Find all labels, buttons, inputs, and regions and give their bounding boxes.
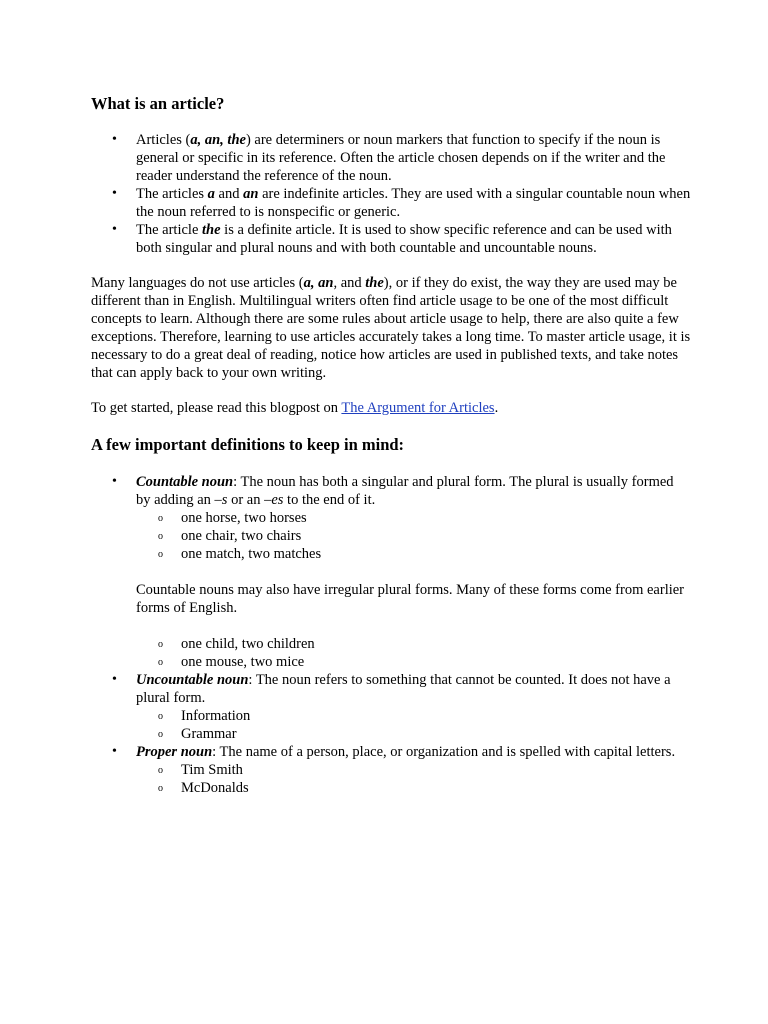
- list-item: o one match, two matches: [136, 545, 691, 563]
- intro-bullet-list: [91, 131, 691, 257]
- list-item: o Information: [136, 707, 691, 725]
- text: To get started, please read this blogpost on: [91, 400, 342, 416]
- example-list: [136, 761, 691, 797]
- term: Uncountable noun: [136, 672, 249, 688]
- term: Countable noun: [136, 474, 234, 490]
- text: : The noun refers to something that cannot be counted. It does not have a plural form.: [136, 672, 671, 706]
- list-item: o McDonalds: [136, 779, 691, 797]
- text: The article: [136, 222, 203, 238]
- emphasis: the: [365, 275, 384, 291]
- emphasis: a: [207, 186, 215, 202]
- emphasis: a, an, the: [190, 132, 246, 148]
- definitions-list: [91, 473, 691, 797]
- list-item: [91, 131, 691, 185]
- emphasis: –es: [264, 492, 284, 508]
- text: : The noun has both a singular and plural form. The plural is usually formed by adding an: [136, 474, 674, 508]
- emphasis: the: [202, 222, 221, 238]
- definition-proper: [91, 743, 691, 797]
- text: The articles: [136, 186, 208, 202]
- list-item: o Grammar: [136, 725, 691, 743]
- text: Articles (: [136, 132, 191, 148]
- list-item: o one chair, two chairs: [136, 527, 691, 545]
- page-title: What is an article?: [91, 94, 225, 113]
- text: : The name of a person, place, or organization and is spelled with capital letters.: [212, 744, 676, 760]
- text: .: [494, 400, 499, 416]
- text: and: [214, 186, 244, 202]
- text: , and: [333, 275, 366, 291]
- emphasis: a, an: [303, 275, 334, 291]
- list-item: o Tim Smith: [136, 761, 691, 779]
- text: or an: [227, 492, 265, 508]
- term: Proper noun: [136, 744, 213, 760]
- definition-uncountable: [91, 671, 691, 743]
- text: is a definite article. It is used to show specific reference and can be used with both singular and plural nouns and with both countable and uncountable nouns.: [136, 222, 672, 256]
- emphasis: an: [243, 186, 259, 202]
- list-item: o one horse, two horses: [136, 509, 691, 527]
- list-item: o one mouse, two mice: [136, 653, 691, 671]
- note-paragraph: Countable nouns may also have irregular plural forms. Many of these forms come from earlier forms of English.: [136, 582, 685, 616]
- example-list: [136, 509, 691, 563]
- text: ), or if they do exist, the way they are used may be different than in English. Multilingual writers often find article usage to be one of the most difficult concepts to learn. Although there are some rules about article usage to help, there are also quite a few exceptions. Therefore, learning to use articles accurately takes a long time. To master article usage, it is necessary to do a great deal of reading, notice how articles are used in published texts, and take notes that can apply back to your own writing.: [91, 275, 691, 381]
- list-item: o one child, two children: [136, 635, 691, 653]
- emphasis: –s: [214, 492, 228, 508]
- blogpost-paragraph: [91, 399, 691, 417]
- text: Many languages do not use articles (: [91, 275, 304, 291]
- list-item: [91, 221, 691, 257]
- intro-paragraph: [91, 274, 691, 382]
- text: are indefinite articles. They are used with a singular countable noun when the noun referred to is nonspecific or generic.: [136, 186, 691, 220]
- section-heading: A few important definitions to keep in mind:: [91, 435, 405, 454]
- text: ) are determiners or noun markers that function to specify if the noun is general or specific in its reference. Often the article chosen depends on if the writer and the reader understand the reference of the noun.: [136, 132, 666, 184]
- example-list: [136, 635, 691, 671]
- definition-countable: [91, 473, 691, 671]
- list-item: [91, 185, 691, 221]
- example-list: [136, 707, 691, 743]
- blogpost-link[interactable]: The Argument for Articles: [341, 400, 495, 416]
- text: to the end of it.: [283, 492, 376, 508]
